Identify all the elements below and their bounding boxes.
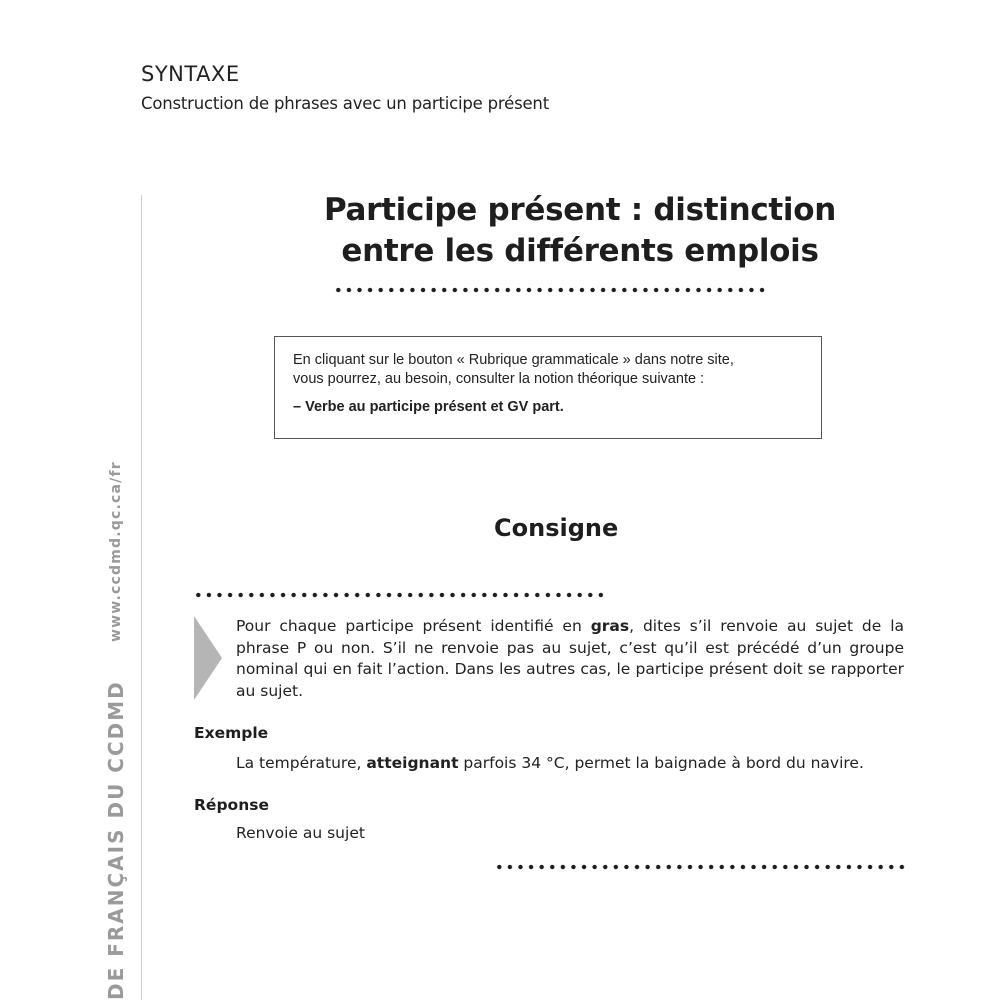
info-box-line1: En cliquant sur le bouton « Rubrique grammaticale » dans notre site, [293,352,734,368]
consigne-dotted-rule [193,592,609,598]
exemple-bold: atteignant [366,754,459,772]
instruction-text-before: Pour chaque participe présent identifié en [236,617,591,635]
exemple-before: La température, [236,754,367,772]
consigne-heading: Consigne [494,514,619,542]
bottom-dotted-rule [494,864,906,870]
section-title: SYNTAXE [141,62,240,86]
exemple-sentence [236,754,864,772]
exemple-after: parfois 34 °C, permet la baignade à bord du navire. [458,754,864,772]
arrow-icon [194,616,222,700]
page-title [250,190,910,272]
info-box-item: – Verbe au participe présent et GV part. [293,399,564,415]
reponse-text: Renvoie au sujet [236,824,365,842]
info-box-line2: vous pourrez, au besoin, consulter la notion théorique suivante : [293,371,705,387]
reponse-label: Réponse [194,796,269,814]
page-title-line1: Participe présent : distinction [323,192,837,228]
instruction-text-after: , dites s’il renvoie au sujet de la phrase P ou non. S’il ne renvoie pas au sujet, c’est qu’il est précédé d’un groupe nominal qui en fait l’action. Dans les autres cas, le participe présent doit se rapporter au sujet. [236,617,905,700]
consigne-instruction [236,616,904,702]
instruction-bold-word: gras [590,617,630,635]
page-title-line2: entre les différents emplois [341,233,819,269]
section-subtitle: Construction de phrases avec un participe présent [141,94,549,113]
exemple-label: Exemple [194,724,269,742]
info-box [274,336,822,439]
title-dotted-rule [333,287,767,293]
sidebar-brand: DE FRANÇAIS DU CCDMD [104,680,128,1000]
sidebar-url: www.ccdmd.qc.ca/fr [108,461,124,643]
sidebar-vertical-text [104,461,144,1000]
